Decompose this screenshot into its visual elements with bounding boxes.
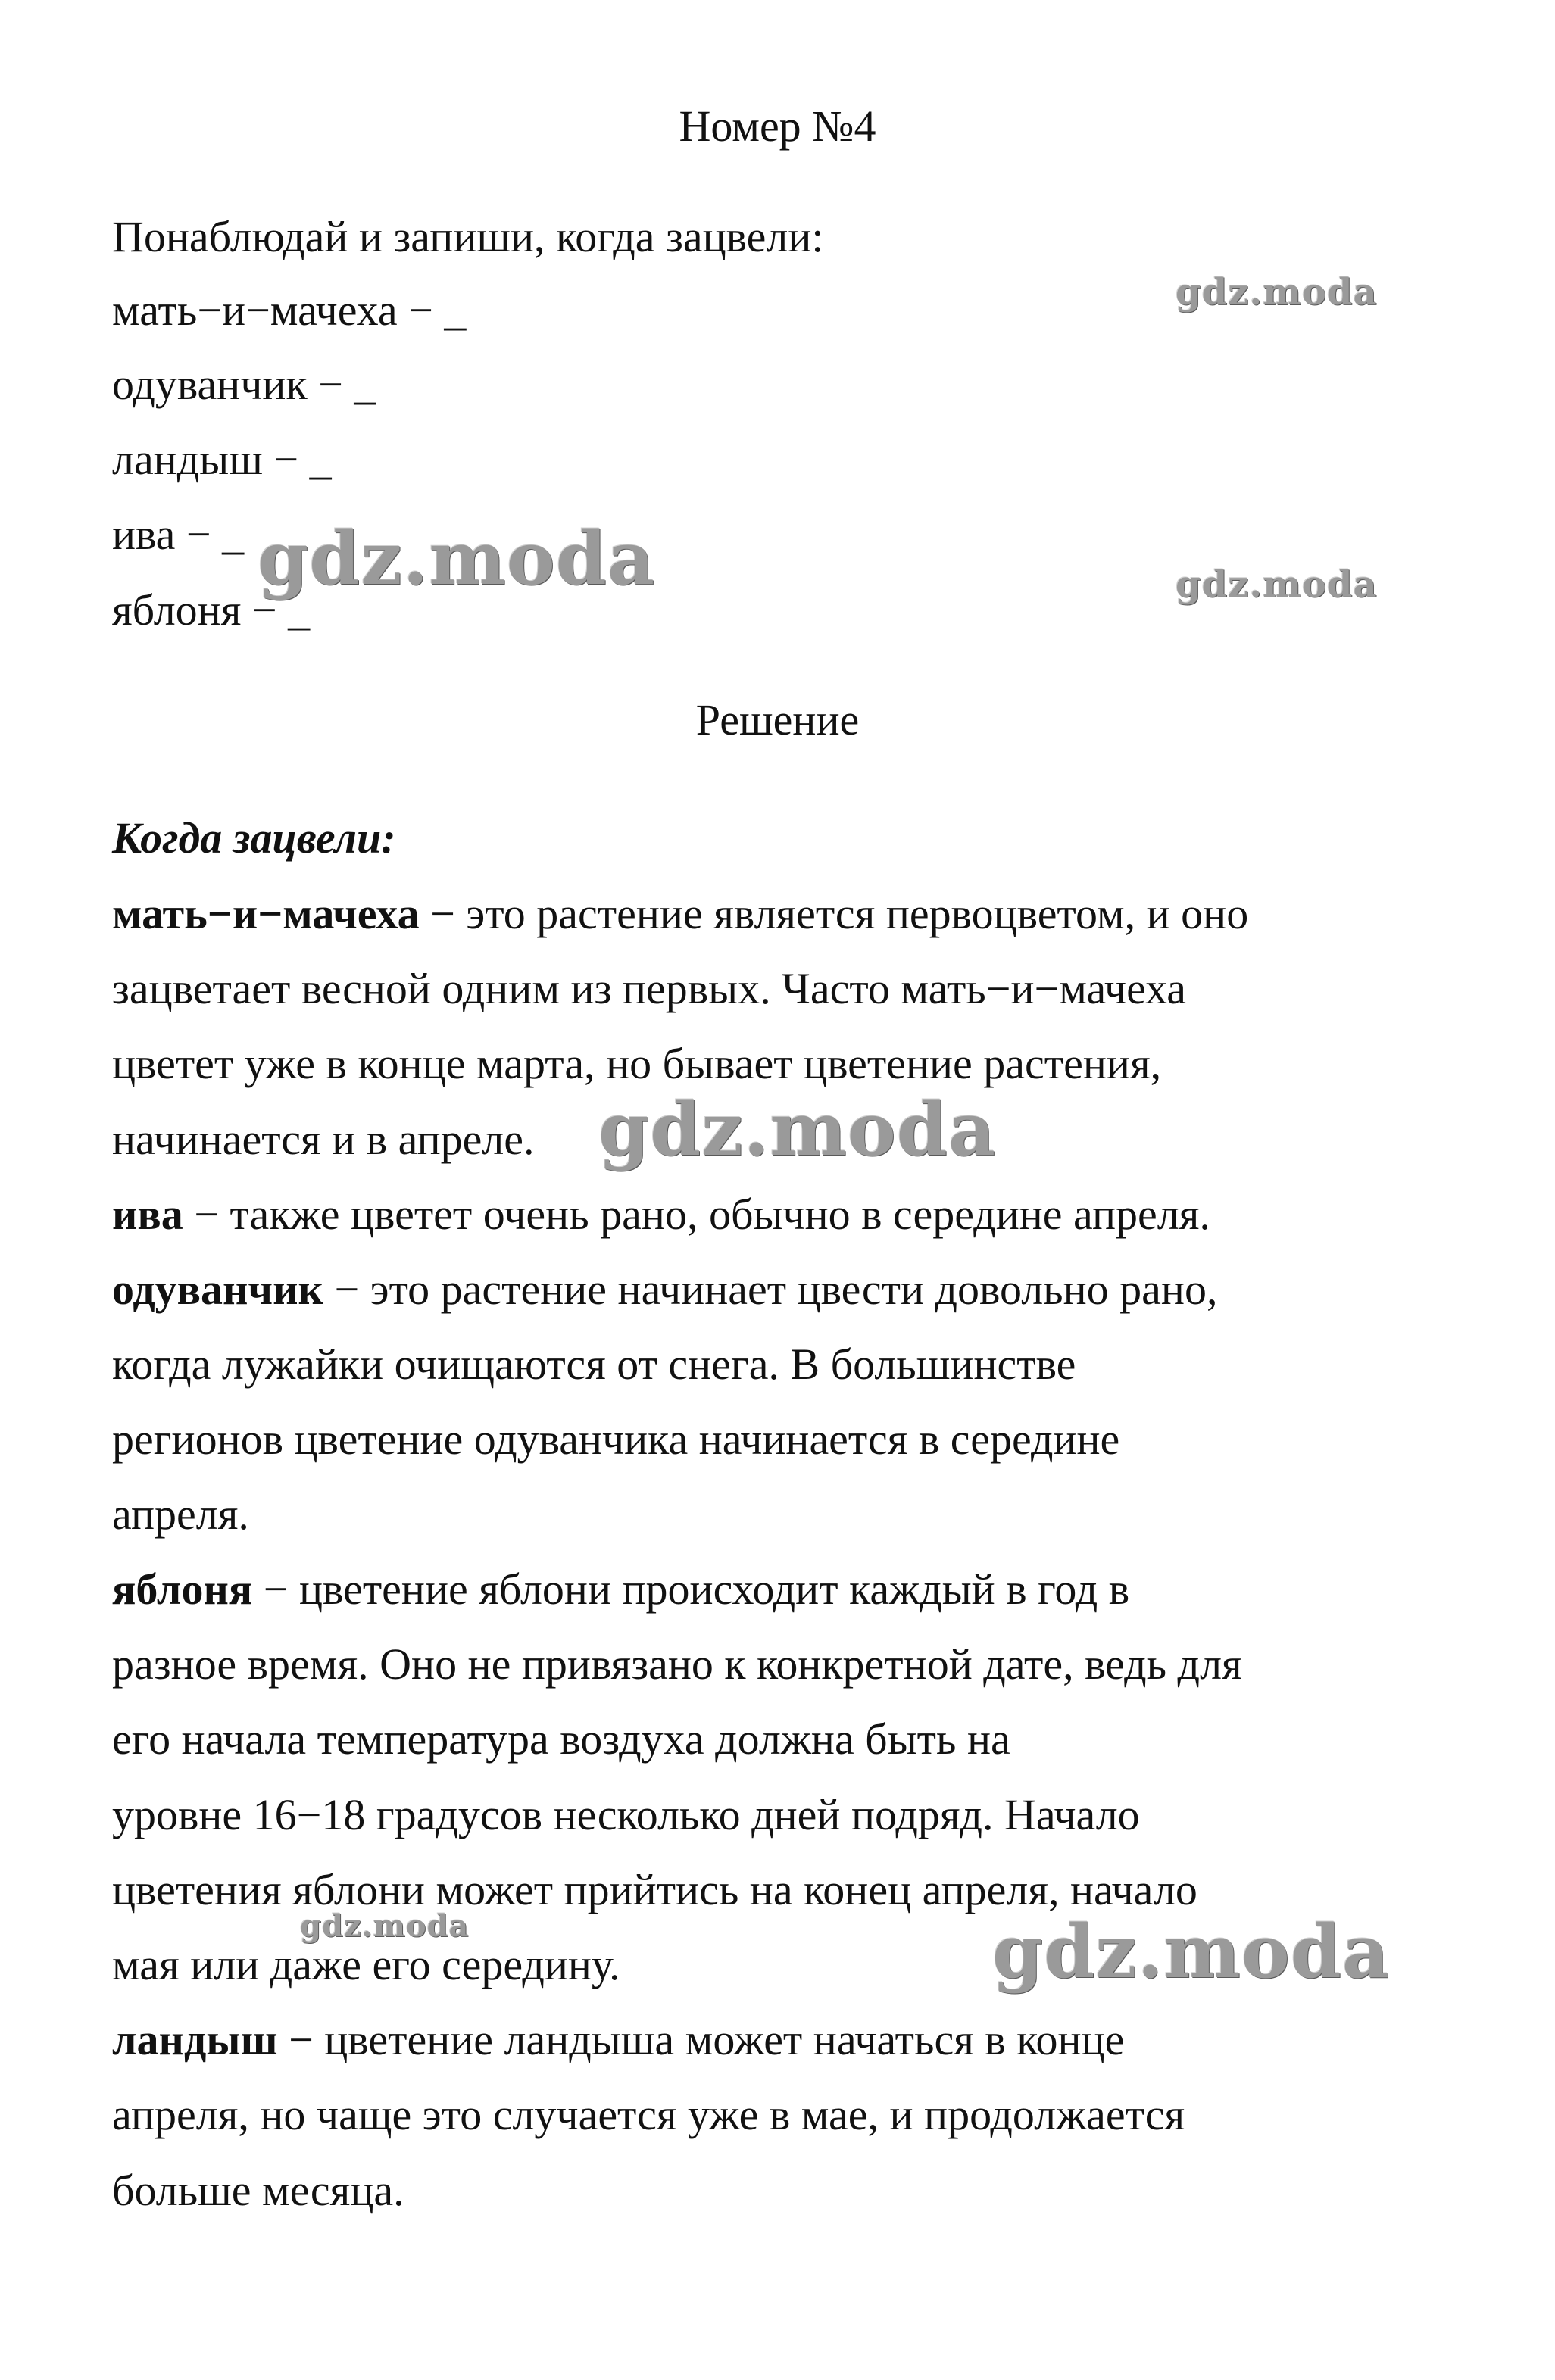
entry-text: цветет уже в конце марта, но бывает цветение растения,: [112, 1039, 1162, 1088]
entry-text: − это растение начинает цвести довольно рано,: [323, 1265, 1218, 1314]
solution-entry-line: [112, 1564, 1130, 1614]
task-item: ландыш − _: [112, 435, 332, 484]
entry-text: − цветение ландыша может начаться в конце: [277, 2015, 1125, 2064]
entry-term: ландыш: [112, 2015, 278, 2064]
entry-text: разное время. Оно не привязано к конкретной дате, ведь для: [112, 1639, 1242, 1689]
entry-text: уровне 16−18 градусов несколько дней подряд. Начало: [112, 1790, 1140, 1839]
entry-text: начинается и в апреле.: [112, 1115, 535, 1164]
entry-text: цветения яблони может прийтись на конец апреля, начало: [112, 1865, 1197, 1914]
solution-entry-line: [112, 2015, 1125, 2064]
task-item: одуванчик − _: [112, 360, 376, 409]
entry-text: апреля.: [112, 1489, 249, 1539]
watermark: gdz.moda: [598, 1087, 997, 1172]
task-item: яблоня − _: [112, 585, 311, 635]
entry-text: зацветает весной одним из первых. Часто мать−и−мачеха: [112, 964, 1187, 1013]
entry-text: регионов цветение одуванчика начинается в середине: [112, 1415, 1120, 1464]
watermark: gdz.moda: [992, 1909, 1391, 1995]
entry-text: − это растение является первоцветом, и оно: [419, 889, 1249, 938]
watermark: gdz.moda: [300, 1908, 470, 1944]
entry-term: ива: [112, 1190, 183, 1239]
entry-term: яблоня: [112, 1564, 253, 1614]
entry-text: больше месяца.: [112, 2166, 404, 2215]
entry-text: апреля, но чаще это случается уже в мае, и продолжается: [112, 2090, 1185, 2139]
entry-text: его начала температура воздуха должна быть на: [112, 1714, 1010, 1764]
entry-text: мая или даже его середину.: [112, 1940, 620, 1989]
solution-entry-line: [112, 1265, 1218, 1314]
entry-text: − также цветет очень рано, обычно в середине апреля.: [183, 1190, 1210, 1239]
task-item: мать−и−мачеха − _: [112, 285, 467, 335]
task-item: ива − _: [112, 510, 245, 559]
solution-heading: Решение: [695, 695, 860, 744]
entry-term: одуванчик: [112, 1265, 323, 1314]
solution-subheading: Когда зацвели:: [112, 813, 396, 862]
solution-entry-line: [112, 1190, 1210, 1239]
entry-text: − цветение яблони происходит каждый в год в: [252, 1564, 1130, 1614]
task-prompt: Понаблюдай и запиши, когда зацвели:: [112, 212, 824, 261]
entry-text: когда лужайки очищаются от снега. В большинстве: [112, 1340, 1076, 1389]
solution-entry-line: [112, 889, 1249, 938]
watermark: gdz.moda: [1176, 563, 1378, 606]
watermark: gdz.moda: [258, 516, 656, 601]
page-title: Номер №4: [679, 101, 876, 151]
entry-term: мать−и−мачеха: [112, 889, 420, 938]
watermark: gdz.moda: [1176, 271, 1378, 313]
